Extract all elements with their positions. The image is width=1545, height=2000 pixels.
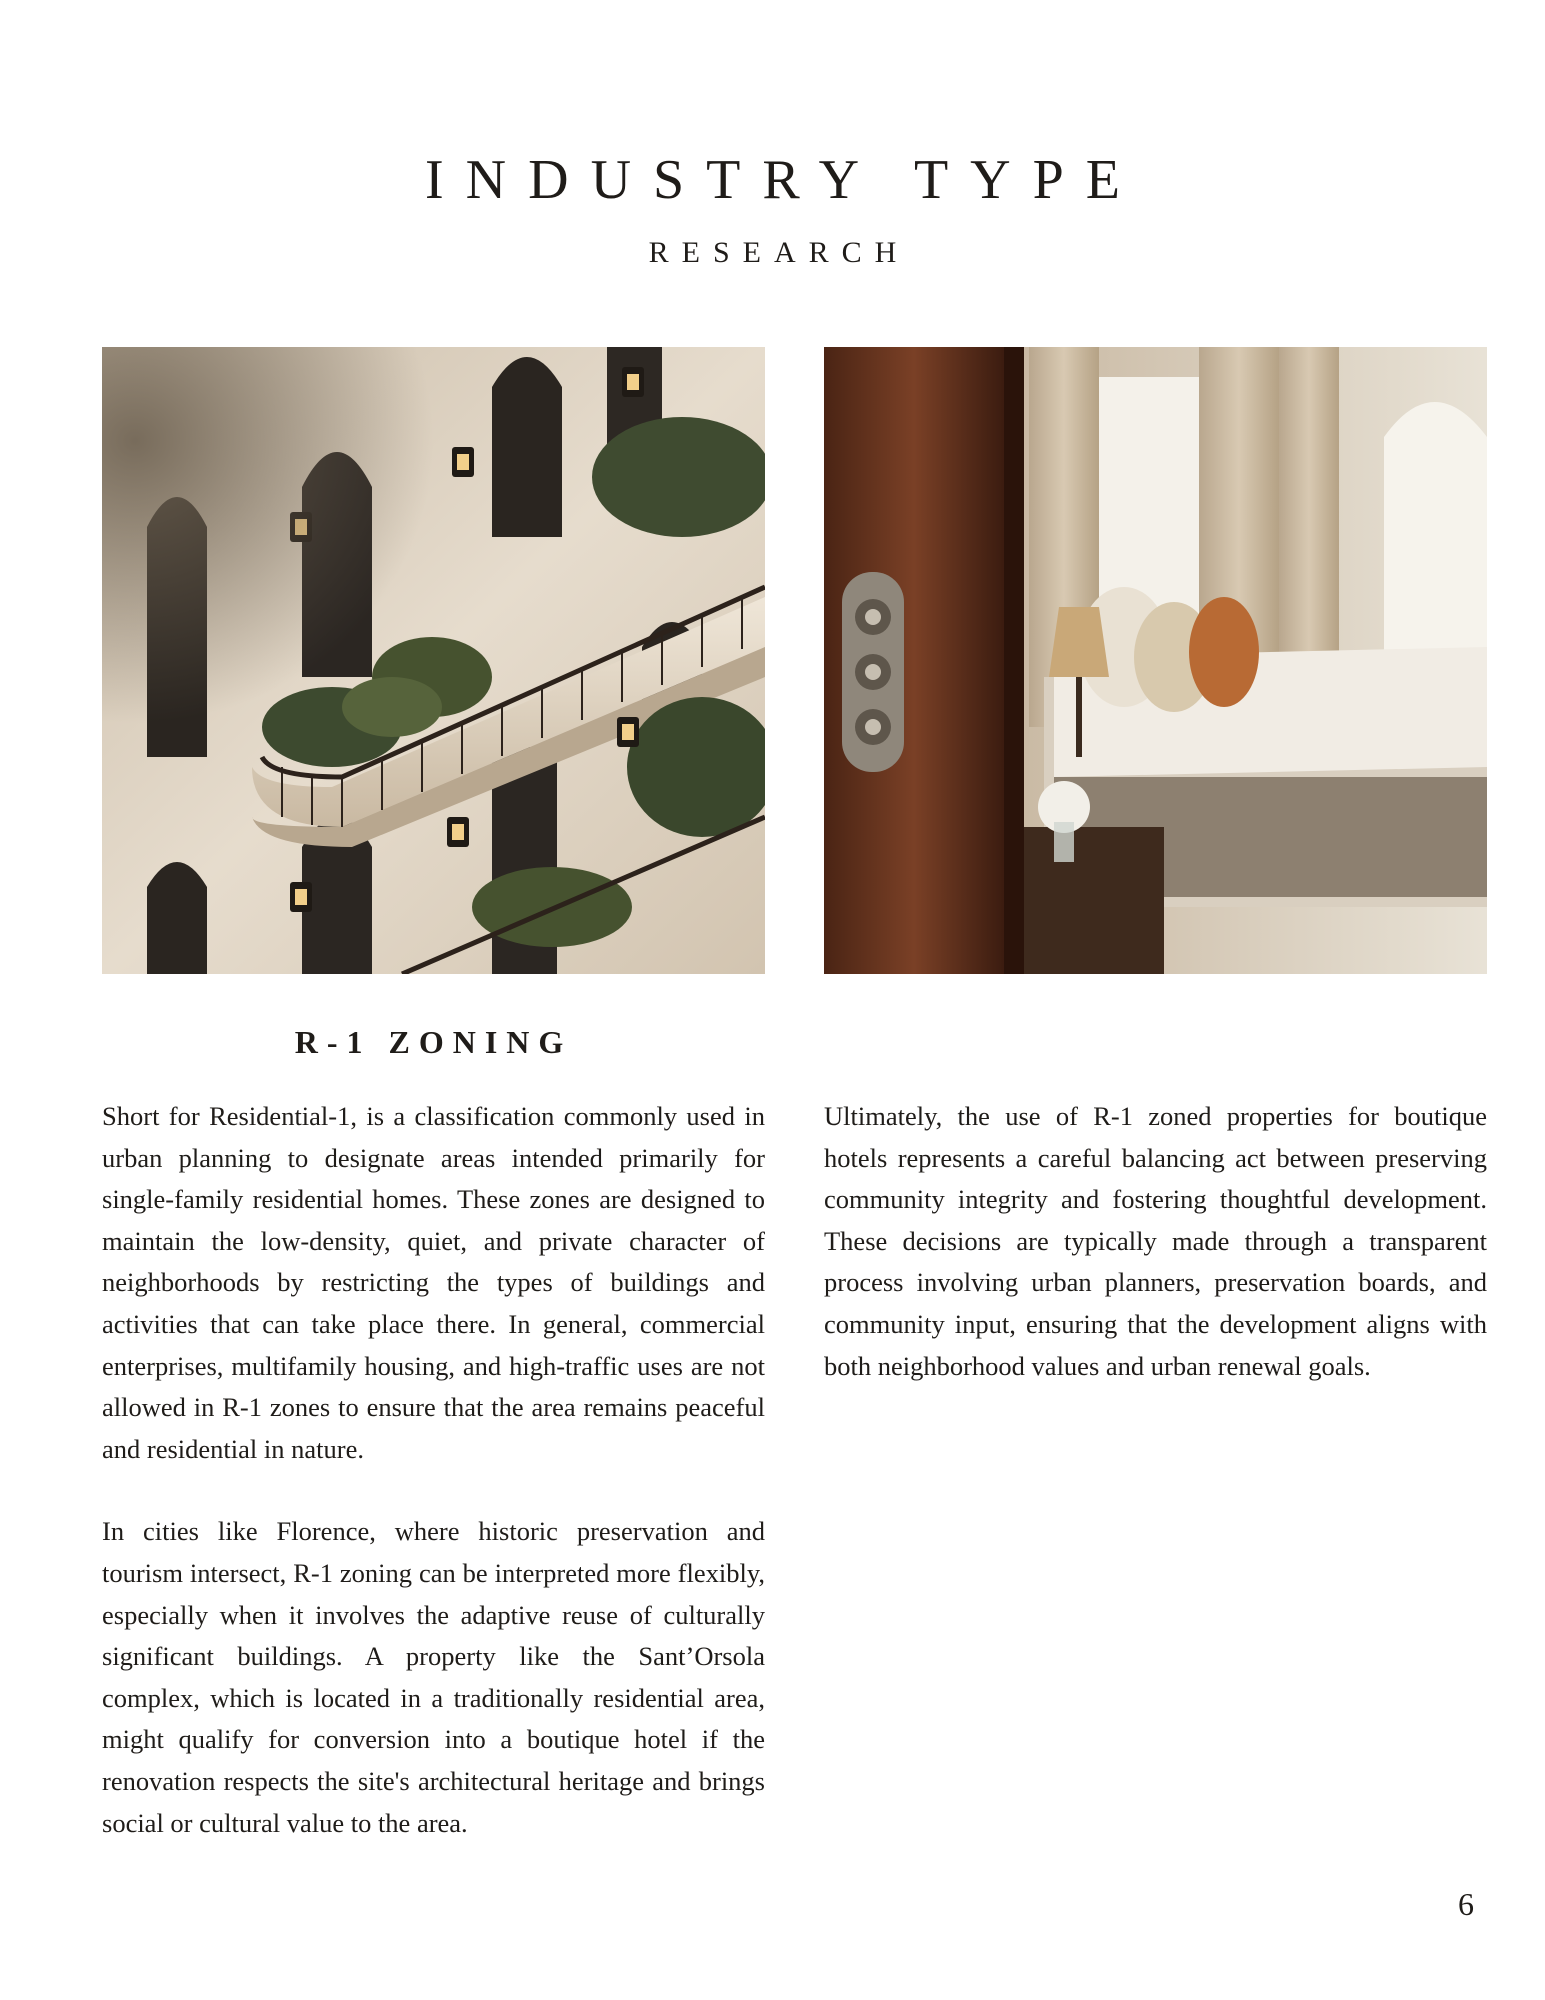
right-text-column [824, 1096, 1487, 1387]
body-paragraph: Ultimately, the use of R-1 zoned properties for boutique hotels represents a careful balancing act between preserving community integrity and fostering thoughtful development. These decisions are typically made through a transparent process involving urban planners, preservation boards, and community input, ensuring that the development aligns with both neighborhood values and urban renewal goals. [824, 1101, 1487, 1381]
page-subtitle: RESEARCH [648, 236, 910, 269]
left-text-column [102, 1096, 765, 1844]
facade-balcony-photo [102, 347, 765, 974]
body-paragraph: In cities like Florence, where historic preservation and tourism intersect, R-1 zoning can be interpreted more flexibly, especially when it involves the adaptive reuse of culturally significant buildings. A property like the Sant’Orsola complex, which is located in a traditionally residential area, might qualify for conversion into a boutique hotel if the renovation respects the site's architectural heritage and brings social or cultural value to the area. [102, 1516, 765, 1838]
section-heading: R-1 ZONING [294, 1024, 573, 1060]
body-paragraph: Short for Residential-1, is a classification commonly used in urban planning to designate areas intended primarily for single-family residential homes. These zones are designed to maintain the low-density, quiet, and private character of neighborhoods by restricting the types of buildings and activities that can take place there. In general, commercial enterprises, multifamily housing, and high-traffic uses are not allowed in R-1 zones to ensure that the area remains peaceful and residential in nature. [102, 1101, 765, 1464]
page-title: INDUSTRY TYPE [425, 149, 1142, 211]
hotel-bedroom-photo [824, 347, 1487, 974]
page-number: 6 [1458, 1886, 1474, 1922]
